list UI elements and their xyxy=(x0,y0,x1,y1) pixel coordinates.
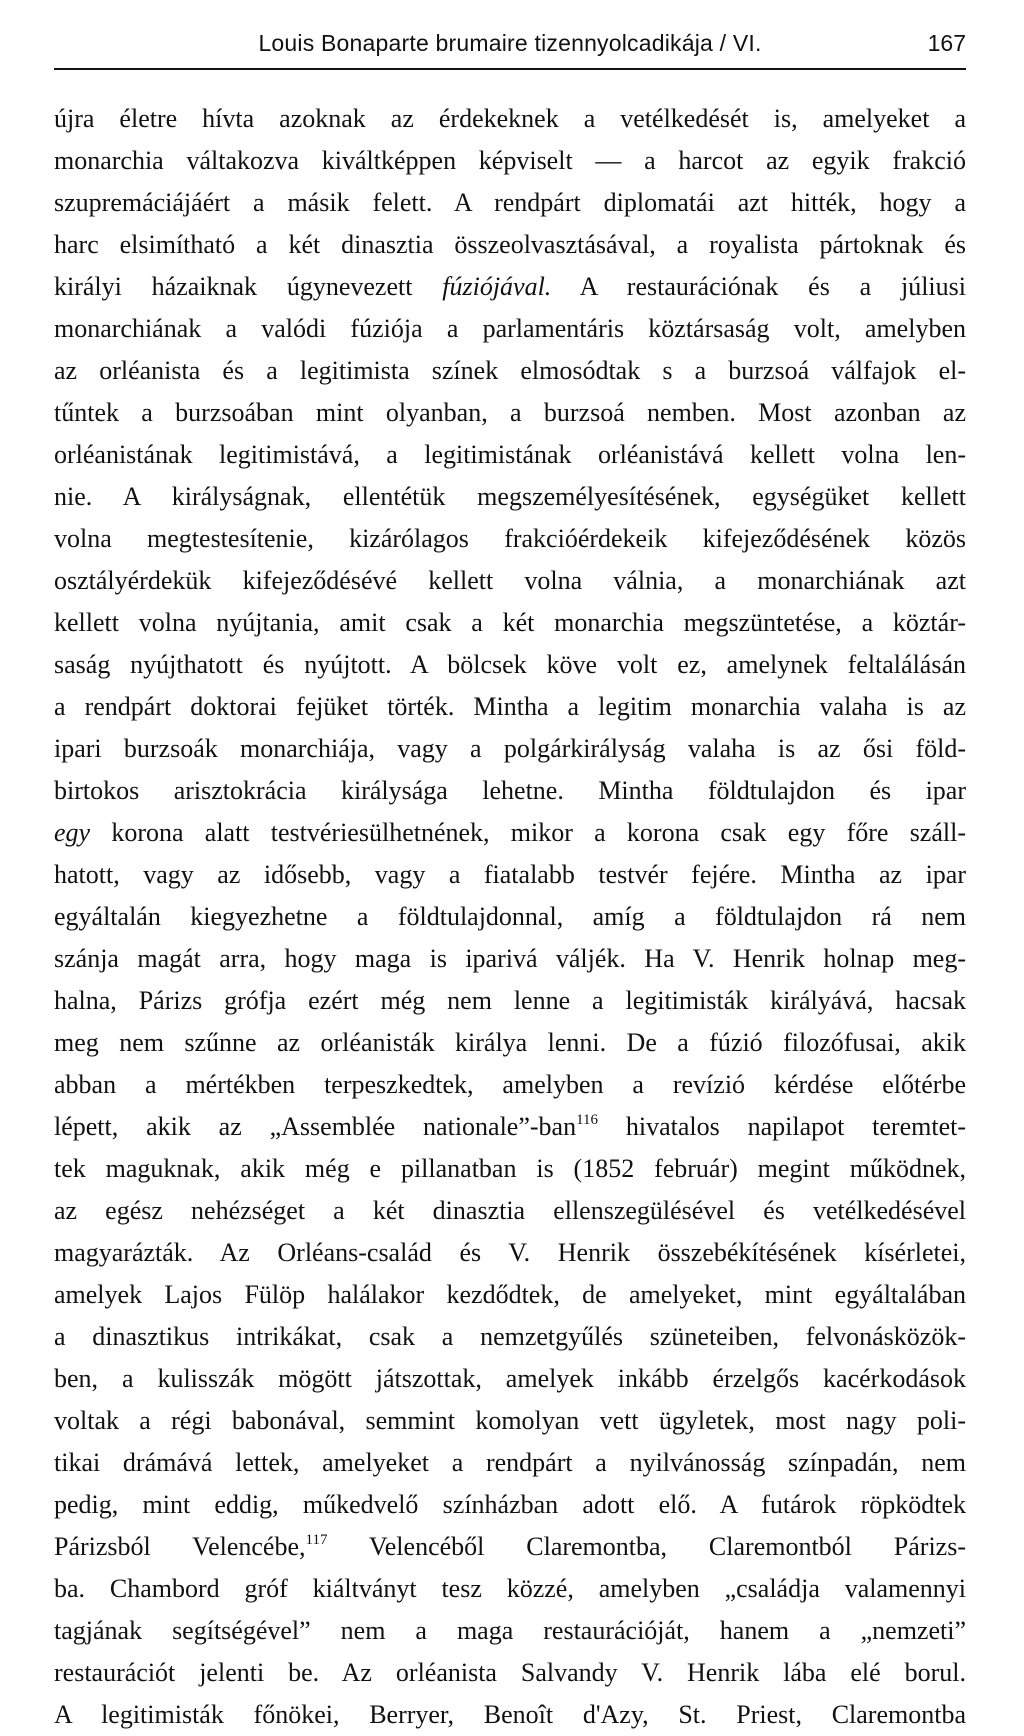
text-run: tűntek a burzsoában mint olyanban, a burzsoá nemben. Most azonban az xyxy=(54,398,966,427)
text-run: pedig, mint eddig, műkedvelő színházban adott elő. A futárok röpködtek xyxy=(54,1490,966,1519)
text-line xyxy=(54,854,966,896)
text-line xyxy=(54,1484,966,1526)
text-line xyxy=(54,98,966,140)
text-run: Párizsból Velencébe, xyxy=(54,1532,306,1561)
text-line xyxy=(54,1694,966,1736)
text-line xyxy=(54,182,966,224)
text-run: A restaurációnak és a júliusi xyxy=(551,272,966,301)
text-run: lépett, akik az „Assemblée nationale”-ban xyxy=(54,1112,577,1141)
body-text xyxy=(54,98,966,1736)
page-number: 167 xyxy=(927,30,966,56)
text-run: abban a mértékben terpeszkedtek, amelyben a revízió kérdése előtérbe xyxy=(54,1070,966,1099)
text-line xyxy=(54,1610,966,1652)
text-run: monarchia váltakozva kiváltképpen képviselt — a harcot az egyik frakció xyxy=(54,146,966,175)
text-run: amelyek Lajos Fülöp halálakor kezdődtek, de amelyeket, mint egyáltalában xyxy=(54,1280,966,1309)
text-run: a dinasztikus intrikákat, csak a nemzetgyűlés szüneteiben, felvonásközök- xyxy=(54,1322,966,1351)
text-run: korona alatt testvériesülhetnének, mikor a korona csak egy főre száll- xyxy=(90,818,966,847)
text-line xyxy=(54,728,966,770)
text-line xyxy=(54,1232,966,1274)
text-line xyxy=(54,1526,966,1568)
text-run: királyi házaiknak úgynevezett xyxy=(54,272,443,301)
text-run: ben, a kulisszák mögött játszottak, amelyek inkább érzelgős kacérkodások xyxy=(54,1364,966,1393)
text-line xyxy=(54,140,966,182)
text-run: a rendpárt doktorai fejüket törték. Mintha a legitim monarchia valaha is az xyxy=(54,692,966,721)
text-run: ipari burzsoák monarchiája, vagy a polgárkirályság valaha is az ősi föld- xyxy=(54,734,966,763)
text-run: halna, Párizs grófja ezért még nem lenne a legitimisták királyává, hacsak xyxy=(54,986,966,1015)
text-line xyxy=(54,1274,966,1316)
text-line xyxy=(54,1316,966,1358)
text-line xyxy=(54,896,966,938)
text-run: monarchiának a valódi fúziója a parlamentáris köztársaság volt, amelyben xyxy=(54,314,966,343)
text-line xyxy=(54,434,966,476)
text-line xyxy=(54,644,966,686)
text-run: orléanistának legitimistává, a legitimistának orléanistává kellett volna len- xyxy=(54,440,966,469)
text-run: meg nem szűnne az orléanisták királya lenni. De a fúzió filozófusai, akik xyxy=(54,1028,966,1057)
italic-text: egy xyxy=(54,818,91,847)
text-line xyxy=(54,350,966,392)
text-run: restaurációt jelenti be. Az orléanista Salvandy V. Henrik lába elé borul. xyxy=(54,1658,966,1687)
footnote-marker: 117 xyxy=(305,1532,328,1548)
text-run: kellett volna nyújtania, amit csak a két monarchia megszüntetése, a köztár- xyxy=(54,608,966,637)
text-run: birtokos arisztokrácia királysága lehetne. Mintha földtulajdon és ipar xyxy=(54,776,966,805)
text-run: szánja magát arra, hogy maga is iparivá váljék. Ha V. Henrik holnap meg- xyxy=(54,944,966,973)
text-line xyxy=(54,1106,966,1148)
text-run: nie. A királyságnak, ellentétük megszemélyesítésének, egységüket kellett xyxy=(54,482,966,511)
text-line xyxy=(54,1148,966,1190)
text-line xyxy=(54,938,966,980)
text-line xyxy=(54,308,966,350)
text-run: saság nyújthatott és nyújtott. A bölcsek köve volt ez, amelynek feltalálásán xyxy=(54,650,966,679)
text-run: ba. Chambord gróf kiáltványt tesz közzé, amelyben „családja valamennyi xyxy=(54,1574,966,1603)
text-run: az egész nehézséget a két dinasztia ellenszegülésével és vetélkedésével xyxy=(54,1196,966,1225)
text-line xyxy=(54,224,966,266)
text-run: osztályérdekük kifejeződésévé kellett volna válnia, a monarchiának azt xyxy=(54,566,966,595)
text-line xyxy=(54,392,966,434)
text-line xyxy=(54,980,966,1022)
text-run: szupremáciájáért a másik felett. A rendpárt diplomatái azt hitték, hogy a xyxy=(54,188,966,217)
header-rule xyxy=(54,68,966,70)
text-run: tikai drámává lettek, amelyeket a rendpárt a nyilvánosság színpadán, nem xyxy=(54,1448,966,1477)
footnote-marker: 116 xyxy=(576,1112,599,1128)
text-run: A legitimisták főnökei, Berryer, Benoît d'Azy, St. Priest, Claremontba xyxy=(54,1700,966,1729)
text-line xyxy=(54,1022,966,1064)
text-line xyxy=(54,476,966,518)
text-line xyxy=(54,770,966,812)
text-run: az orléanista és a legitimista színek elmosódtak s a burzsoá válfajok el- xyxy=(54,356,966,385)
text-run: magyarázták. Az Orléans-család és V. Henrik összebékítésének kísérletei, xyxy=(54,1238,966,1267)
text-line xyxy=(54,560,966,602)
text-line xyxy=(54,686,966,728)
text-line xyxy=(54,602,966,644)
text-run: hatott, vagy az idősebb, vagy a fiatalabb testvér fejére. Mintha az ipar xyxy=(54,860,966,889)
text-line xyxy=(54,1652,966,1694)
text-run: hivatalos napilapot teremtet- xyxy=(598,1112,967,1141)
text-line xyxy=(54,1190,966,1232)
text-run: egyáltalán kiegyezhetne a földtulajdonnal, amíg a földtulajdon rá nem xyxy=(54,902,966,931)
text-line xyxy=(54,1064,966,1106)
italic-text: fúziójával. xyxy=(442,272,552,301)
text-line xyxy=(54,1442,966,1484)
text-line xyxy=(54,1358,966,1400)
text-line xyxy=(54,812,966,854)
text-run: volna megtestesítenie, kizárólagos frakcióérdekeik kifejeződésének közös xyxy=(54,524,966,553)
text-run: tek maguknak, akik még e pillanatban is (1852 február) megint működnek, xyxy=(54,1154,966,1183)
text-run: voltak a régi babonával, semmint komolyan vett ügyletek, most nagy poli- xyxy=(54,1406,966,1435)
text-run: harc elsimítható a két dinasztia összeolvasztásával, a royalista pártoknak és xyxy=(54,230,966,259)
text-run: Velencéből Claremontba, Claremontból Párizs- xyxy=(327,1532,966,1561)
text-line xyxy=(54,1400,966,1442)
text-run: újra életre hívta azoknak az érdekeknek a vetélkedését is, amelyeket a xyxy=(54,104,966,133)
text-line xyxy=(54,266,966,308)
text-line xyxy=(54,518,966,560)
running-head xyxy=(54,30,966,70)
running-head-title: Louis Bonaparte brumaire tizennyolcadikája / VI. xyxy=(258,30,762,56)
text-line xyxy=(54,1568,966,1610)
text-run: tagjának segítségével” nem a maga restaurációját, hanem a „nemzeti” xyxy=(54,1616,966,1645)
